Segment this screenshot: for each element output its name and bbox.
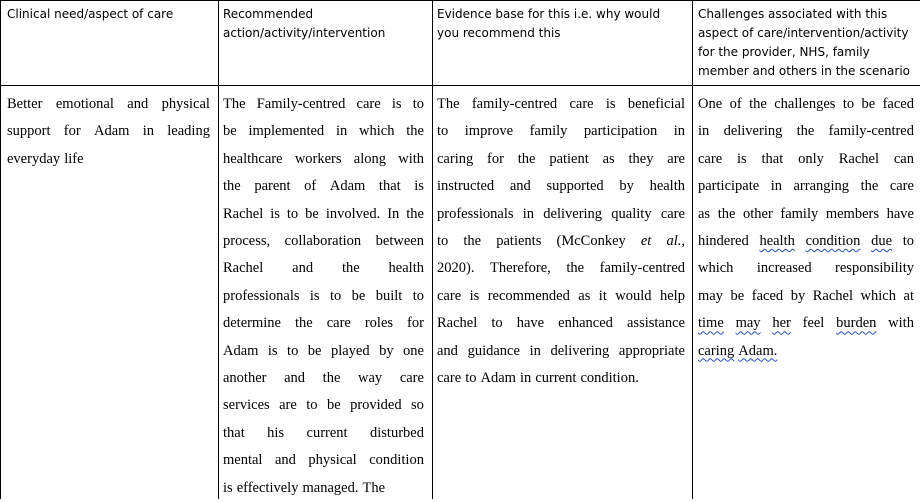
text-line: determine the care roles for <box>223 315 424 332</box>
text-line: caring Adam. <box>698 342 778 359</box>
text-line: Better emotional and physical <box>7 96 210 112</box>
text-line: Adam is to be played by one <box>223 342 424 359</box>
text-line: that his current disturbed <box>223 424 424 441</box>
text-line: care to Adam in current condition. <box>437 370 639 387</box>
text-line: process, collaboration between <box>223 233 424 250</box>
text-line: everyday life <box>7 150 84 167</box>
text-line: may be faced by Rachel which at <box>698 287 914 304</box>
text-line: another and the way care <box>223 370 424 387</box>
header-divider <box>1 85 920 86</box>
text-line: is effectively managed. The <box>223 479 386 496</box>
text-line: as the other family members have <box>698 205 914 222</box>
column-divider <box>218 1 219 499</box>
text-line: in delivering the family-centred <box>698 123 914 140</box>
text-line: Rachel is to be involved. In the <box>223 205 424 222</box>
text-line: mental and physical condition <box>223 452 424 469</box>
text-line: services are to be provided so <box>223 397 424 414</box>
text-line: The Family-centred care is to <box>223 96 424 112</box>
text-line: Rachel to have enhanced assistance <box>437 315 685 332</box>
text-line: time may her feel burden with <box>698 315 914 332</box>
text-line: hindered health condition due to <box>698 233 914 250</box>
text-line: professionals is to be built to <box>223 287 424 304</box>
text-line: The family-centred care is beneficial <box>437 96 685 112</box>
text-line: caring for the patient as they are <box>437 150 685 167</box>
header-evidence-base: Evidence base for this i.e. why would you recommend this <box>437 7 661 40</box>
text-line: to improve family participation in <box>437 123 685 140</box>
text-line: instructed and supported by health <box>437 178 685 195</box>
text-line: which increased responsibility <box>698 260 914 277</box>
text-line: professionals in delivering quality care <box>437 205 685 222</box>
text-line: be implemented in which the <box>223 123 424 140</box>
evidence-base-cell <box>437 91 685 392</box>
text-line: the parent of Adam that is <box>223 178 424 195</box>
text-line: Rachel and the health <box>223 260 424 277</box>
text-line: and guidance in delivering appropriate <box>437 342 685 359</box>
column-divider <box>432 1 433 499</box>
header-clinical-need: Clinical need/aspect of care <box>7 7 174 21</box>
challenges-cell <box>698 91 914 365</box>
text-line: One of the challenges to be faced <box>698 96 914 112</box>
recommended-action-cell <box>223 91 424 502</box>
text-line: participate in arranging the care <box>698 178 914 195</box>
text-line: care is that only Rachel can <box>698 150 914 167</box>
header-challenges: Challenges associated with this aspect of care/intervention/activity for the provider, NHS, family member and others in the scenario <box>698 7 910 78</box>
text-line: healthcare workers along with <box>223 150 424 167</box>
clinical-need-cell <box>7 91 210 173</box>
text-line: support for Adam in leading <box>7 123 210 140</box>
header-recommended-action: Recommended action/activity/intervention <box>223 7 386 40</box>
text-line: care is recommended as it would help <box>437 287 685 304</box>
text-line: 2020). Therefore, the family-centred <box>437 260 685 277</box>
column-divider <box>692 1 693 499</box>
text-line: to the patients (McConkey et al., <box>437 233 685 250</box>
